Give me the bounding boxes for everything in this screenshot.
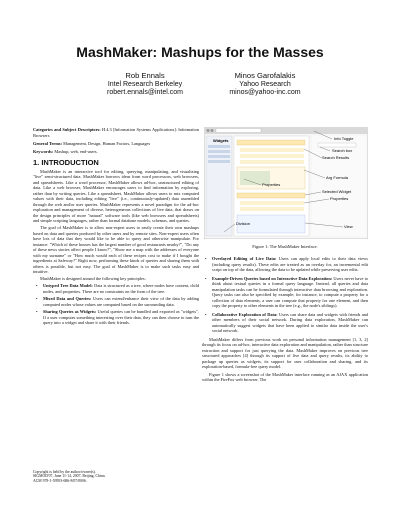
author-name: Rob Ennals — [125, 71, 165, 80]
address-bar — [216, 129, 261, 133]
feature-term: Overlayed Editing of Live Data: — [212, 256, 277, 261]
back-icon — [207, 129, 210, 132]
feature-text: Users never have to think about textual queries in a formal query language. Instead, all queries and data manipulation tasks can be formulated through interactive data browsing and exploration. Query tasks can also be specified by example; for instance, to compute a property for a collection of data elements, a user can compute that property for one element, and then copy the property to other elements in the tree (e.g., the node's siblings). — [212, 275, 369, 308]
principle-term: Sharing Queries as Widgets: — [43, 309, 97, 314]
tree-node — [240, 207, 304, 211]
annotation-label: Properties — [330, 196, 349, 201]
bullet-icon: • — [205, 256, 207, 261]
mashmaker-screenshot — [204, 127, 368, 239]
annotation-label: Selected Widget — [322, 189, 352, 194]
feature-term: Collaborative Exploration of Data: — [212, 311, 278, 317]
left-column — [33, 127, 199, 328]
annotation-label: Search box — [332, 148, 353, 153]
bullet-icon: • — [36, 296, 38, 301]
author-affiliation: Intel Research Berkeley — [107, 80, 183, 88]
author-email: robert.ennals@intel.com — [107, 89, 183, 96]
annotation-label: Division — [236, 221, 251, 226]
search-box — [318, 143, 356, 147]
feature-item — [202, 256, 368, 273]
feature-text: Users can share data and widgets with friends and other members of their social network. During data exploration, MashMaker can automatically suggest widgets that have been applied to similar data inside the user's social network. — [212, 311, 368, 333]
paper-metadata — [33, 127, 199, 154]
author-name: Minos Garofalakis — [234, 71, 296, 80]
figure-caption: Figure 1: The MashMaker Interface. — [252, 244, 318, 249]
paper-title: MashMaker: Mashups for the Masses — [76, 44, 324, 60]
tree-node — [240, 154, 304, 158]
principle-item — [33, 296, 199, 307]
body-paragraph: Figure 1 shows a screenshot of the MashMaker interface running as an AJAX application within the FireFox web browser. The — [202, 371, 368, 382]
tree-node — [237, 140, 305, 145]
principle-text: Users can extend/enhance their view of the data by adding computed nodes whose values are computed based on the surrounding data. — [43, 296, 200, 307]
principle-term: Untyped Tree Data Model: — [43, 283, 93, 288]
annotation-label: Search Results — [322, 155, 350, 160]
bullet-icon: • — [205, 275, 207, 281]
figure-1 — [204, 127, 368, 239]
bullet-icon: • — [36, 283, 38, 288]
bullet-icon: • — [205, 311, 207, 317]
feature-text: Users can apply local edits to their data views (including query results). These edits are treated as an overlay for, an incremental edit script on top of the data, allowing the data to be updated while preserving user edits. — [212, 256, 368, 272]
annotation-label: Arg Formula — [326, 175, 349, 180]
annotation-label: Properties — [262, 182, 281, 187]
tree-node — [240, 160, 304, 164]
section-heading: 1. INTRODUCTION — [33, 158, 99, 167]
body-paragraph: MashMaker is designed around the following key principles: — [40, 276, 146, 281]
feature-item — [202, 312, 368, 334]
author-block-2 — [190, 72, 340, 98]
keywords-label: Keywords: — [33, 148, 54, 154]
copyright-notice — [33, 470, 183, 483]
body-paragraph: MashMaker differs from previous work on personal information management [1, 3, 2] through its focus on ad-hoc, interactive data exploration and manipulation, rather than structure extraction and support for just querying the data. MashMaker improves on previous tree structured approaches [4] through its support of live data and query results, its ability to package up queries as widgets, its support for user collaboration and sharing, and its exploration-based, formula-free query model. — [202, 336, 368, 369]
author-affiliation: Yahoo Research — [239, 80, 291, 88]
principle-text: Useful queries can be bundled and exported as "widgets". If a user computes something interesting over their data, they can then choose to turn the query into a widget and share it with their friends. — [43, 309, 199, 325]
tree-node — [240, 201, 304, 205]
terms-label: General Terms: — [33, 140, 63, 146]
principle-text: Data is structured as a tree, where nodes have content, child nodes, and properties. There are no constraints on the form of the tree. — [43, 283, 199, 294]
body-paragraph: MashMaker is an interactive tool for editing, querying, manipulating, and visualizing "live" semi-structured data. MashMaker borrows ideas from word processors, web browsers, and spreadsheets. Like a word processor, MashMaker allows ad-hoc, unstructured editing of data. Like a web browser, MashMaker encourages users to find information by exploring, rather than by writing queries. Like a spreadsheet, MashMaker allows users to mix computed values with their data, including editing "live" (i.e., continuously-updated) data assembled through the web and/or user queries. MashMaker represents a novel paradigm for the ad-hoc exploration and management of diverse, heterogeneous collections of live data, that draws on the design principles of more "natural" software tools (like web browsers and spreadsheets) and simple scripting languages, rather than formal database models, schemas, and queries. — [33, 168, 199, 223]
categories-label: Categories and Subject Descriptors: — [33, 127, 101, 132]
feature-item — [202, 276, 368, 309]
bullet-icon: • — [36, 309, 38, 314]
right-column — [202, 256, 368, 384]
principle-item — [33, 283, 199, 294]
annotation-label: Info Toggle — [334, 136, 354, 141]
keywords-text: Mashup, web, end-users. — [54, 148, 98, 154]
widget-row — [208, 155, 230, 158]
principle-item — [33, 309, 199, 326]
widget-row — [208, 145, 230, 148]
copyright-line: SIGMOD'07, June 11-14, 2007, Beijing, China. — [33, 474, 106, 479]
annotation-label: View — [344, 224, 353, 229]
feature-term: Example-Driven Queries based on Interactive Data Exploration: — [212, 275, 333, 281]
copyright-line: Copyright is held by the author/owner(s). — [33, 470, 96, 474]
widget-row — [208, 150, 230, 153]
widgets-label: Widgets — [213, 138, 229, 143]
forward-icon — [211, 129, 214, 132]
body-paragraph: The goal of MashMaker is to allow non-expert users to easily create their own mashups based on data and queries produced by other users and by remote sites. Non-expert users often have lots of data that they would like to be able to query and otherwise manipulate. For instance: "Which of these houses has the largest number of good restaurants nearby?", "Do any of these news stories affect people I know?", "Show me a map with the addresses of everyone with my surname" or "How much would each of these recipes cost to make if I bought the ingredients at Safeway?" Right now, performing these kinds of queries and sharing them with others is possible, but not easy. The goal of MashMaker is to make such tasks easy and intuitive. — [33, 225, 199, 274]
tree-node — [237, 193, 305, 198]
terms-text: Management, Design, Human Factors, Languages — [63, 140, 151, 146]
copyright-line: ACM 978-1-59593-686-8/07/0006. — [33, 478, 87, 483]
tree-node — [240, 148, 304, 152]
author-email: minos@yahoo-inc.com — [229, 89, 301, 96]
widget-row — [208, 160, 230, 163]
categories-text: H.4.3 [Information Systems Applications]: Information Browsers — [33, 127, 199, 138]
principle-term: Mixed Data and Queries: — [43, 296, 92, 301]
